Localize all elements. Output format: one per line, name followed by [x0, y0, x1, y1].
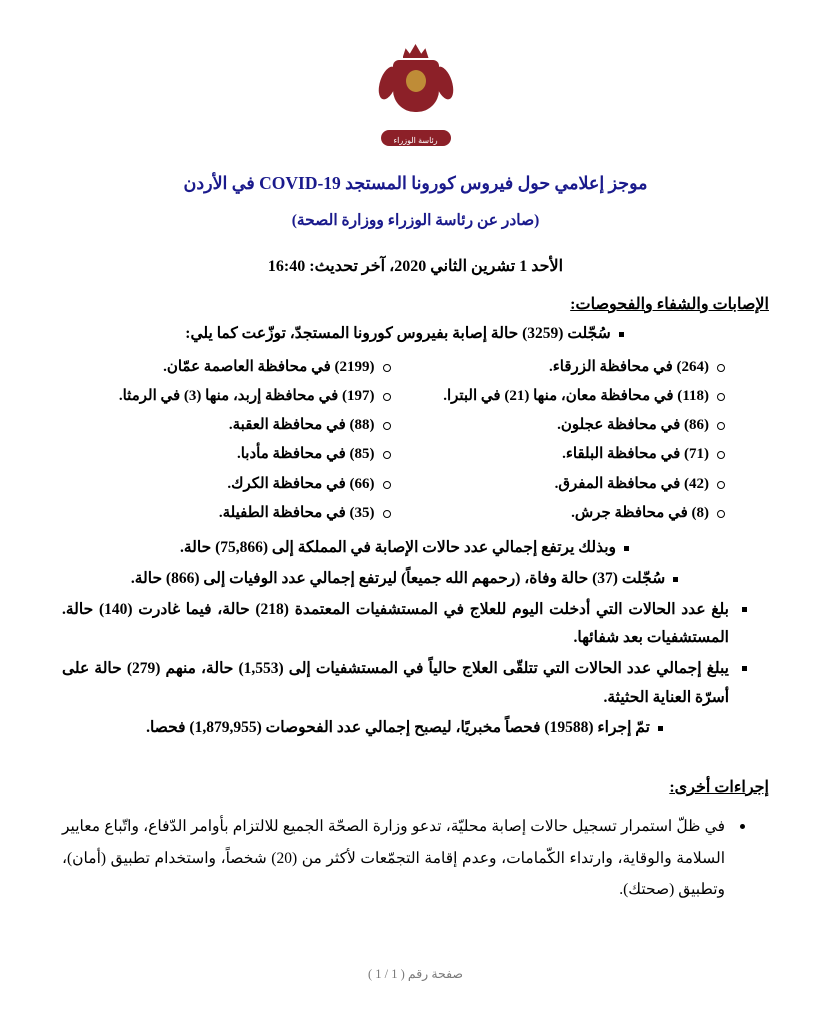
- jordan-government-emblem: [62, 44, 769, 159]
- other-measures-list: [62, 811, 769, 906]
- statistic-item: سُجّلت (37) حالة وفاة، (رحمهم الله جميعاً) ليرتفع إجمالي عدد الوفيات إلى (866) حالة.: [62, 565, 747, 594]
- section-heading-cases: الإصابات والشفاء والفحوصات:: [570, 296, 769, 313]
- governorate-item: (88) في محافظة العقبة.: [72, 411, 395, 440]
- page-footer: صفحة رقم ( 1 / 1 ): [367, 967, 464, 981]
- statistic-item: تمّ إجراء (19588) فحصاً مخبريًا، ليصبح إجمالي عدد الفحوصات (1,879,955) فحصا.: [62, 714, 747, 743]
- statistic-item: يبلغ إجمالي عدد الحالات التي تتلقّى العلاج حالياً في المستشفيات إلى (1,553) حالة، منهم (279) حالة على أسرّة العناية الحثيثة.: [62, 655, 747, 712]
- shield-icon: [393, 60, 439, 112]
- governorate-item: (197) في محافظة إربد، منها (3) في الرمثا.: [72, 382, 395, 411]
- emblem-icon: [380, 44, 452, 154]
- governorate-item: (71) في محافظة البلقاء.: [407, 440, 730, 469]
- cases-statistics-list: [62, 534, 769, 743]
- governorate-breakdown-grid: [62, 353, 769, 529]
- governorate-item: (86) في محافظة عجلون.: [407, 411, 730, 440]
- governorate-item: (8) في محافظة جرش.: [407, 499, 730, 528]
- governorate-item: (85) في محافظة مأدبا.: [72, 440, 395, 469]
- statistic-item: وبذلك يرتفع إجمالي عدد حالات الإصابة في المملكة إلى (75,866) حالة.: [62, 534, 747, 563]
- statistic-item: بلغ عدد الحالات التي أدخلت اليوم للعلاج في المستشفيات المعتمدة (218) حالة، فيما غادرت (140) حالة. المستشفيات بعد شفائها.: [62, 596, 747, 653]
- document-dateline: الأحد 1 تشرين الثاني 2020، آخر تحديث: 16:40: [267, 258, 564, 275]
- emblem-ribbon-text: رئاسة الوزراء: [393, 136, 438, 145]
- governorate-item: (35) في محافظة الطفيلة.: [72, 499, 395, 528]
- cases-intro-list: [62, 320, 769, 349]
- crown-icon: [403, 44, 429, 58]
- governorate-item: (42) في محافظة المفرق.: [407, 470, 730, 499]
- document-subtitle: (صادر عن رئاسة الوزراء ووزارة الصحة): [291, 212, 540, 229]
- cases-intro-item: سُجّلت (3259) حالة إصابة بفيروس كورونا المستجدّ، توزّعت كما يلي:: [62, 320, 747, 349]
- governorate-item: (66) في محافظة الكرك.: [72, 470, 395, 499]
- section-heading-other-measures: إجراءات أخرى:: [669, 778, 769, 796]
- document-title: موجز إعلامي حول فيروس كورونا المستجد COVID-19 في الأردن: [183, 173, 648, 193]
- governorate-item: (2199) في محافظة العاصمة عمّان.: [72, 353, 395, 382]
- governorate-item: (118) في محافظة معان، منها (21) في البترا.: [407, 382, 730, 411]
- governorate-item: (264) في محافظة الزرقاء.: [407, 353, 730, 382]
- other-measures-paragraph: في ظلّ استمرار تسجيل حالات إصابة محليّة، تدعو وزارة الصحّة الجميع للالتزام بأوامر الدّفاع، واتّباع معايير السلامة والوقاية، وارتداء الكّمامات، وعدم إقامة التجمّعات لأكثر من (20) شخصاً، واستخدام تطبيق (أمان)، وتطبيق (صحتك).: [62, 811, 747, 906]
